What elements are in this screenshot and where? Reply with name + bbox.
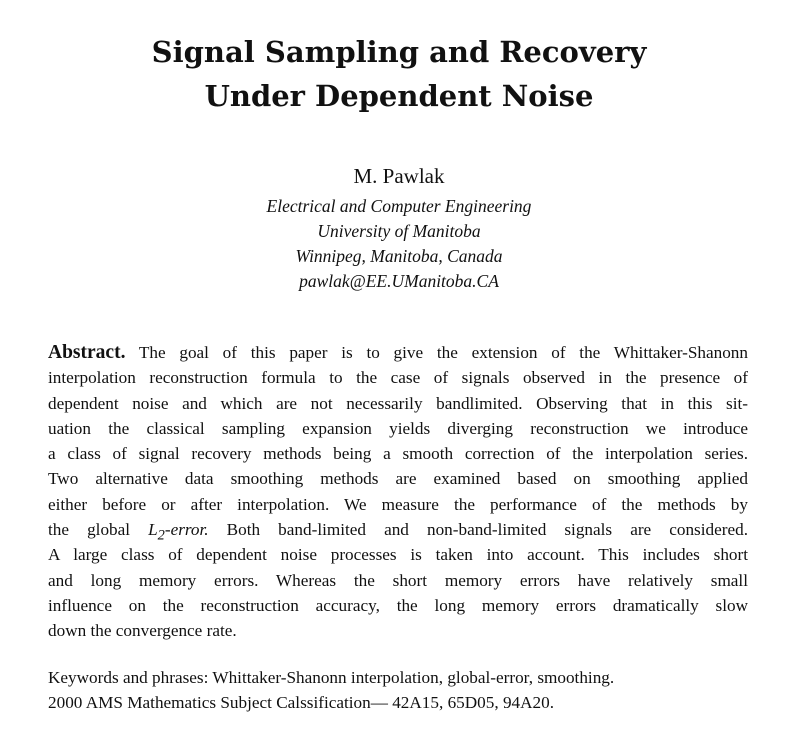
- abstract-line-3: dependent noise and which are not necessarily bandlimited. Observing that in this sit-: [48, 393, 748, 413]
- abstract: [48, 340, 748, 644]
- abstract-line-1-text: The goal of this paper is to give the extension of the Whittaker-Shanonn: [125, 343, 748, 362]
- author-email: pawlak@EE.UManitoba.CA: [299, 271, 499, 291]
- l2-error-term: [148, 520, 209, 544]
- keywords-block: [48, 665, 758, 716]
- title-line-1: Signal Sampling and Recovery: [151, 35, 647, 69]
- abstract-line-5: a class of signal recovery methods being a smooth correction of the interpolation series.: [48, 444, 748, 464]
- abstract-line-2: interpolation reconstruction formula to the case of signals observed in the presence of: [48, 368, 748, 388]
- abstract-line-7: either before or after interpolation. We measure the performance of the methods by: [48, 494, 748, 514]
- l2-symbol: L: [148, 520, 158, 540]
- abstract-line-11: influence on the reconstruction accuracy, the long memory errors dramatically slow: [48, 595, 748, 615]
- paper-title: [0, 30, 798, 118]
- affiliation-location: Winnipeg, Manitoba, Canada: [295, 246, 503, 266]
- abstract-line-4: uation the classical sampling expansion yields diverging reconstruction we introduce: [48, 418, 748, 438]
- abstract-line-1: [48, 340, 748, 365]
- author-name: M. Pawlak: [353, 164, 445, 188]
- abstract-heading: Abstract.: [48, 342, 126, 363]
- abstract-line-10: and long memory errors. Whereas the short memory errors have relatively small: [48, 570, 748, 590]
- title-line-2: Under Dependent Noise: [204, 79, 594, 113]
- abstract-line-6: Two alternative data smoothing methods are examined based on smoothing applied: [48, 469, 748, 489]
- affiliation-department: Electrical and Computer Engineering: [266, 196, 532, 216]
- abstract-line-8: [48, 517, 748, 542]
- affiliation-university: University of Manitoba: [317, 221, 481, 241]
- abstract-line-8-rest: Both band-limited and non-band-limited signals are considered.: [208, 520, 748, 540]
- l2-suffix: -error.: [164, 520, 209, 540]
- abstract-line-12: down the convergence rate.: [48, 621, 237, 641]
- abstract-line-8-start: the global: [48, 520, 131, 540]
- author-affiliation: [0, 194, 798, 294]
- l2-subscript: 2: [157, 527, 165, 544]
- keywords-line: Keywords and phrases: Whittaker-Shanonn interpolation, global-error, smoothing.: [48, 668, 615, 687]
- abstract-line-9: A large class of dependent noise processes is taken into account. This includes short: [48, 545, 748, 565]
- ams-classification-line: 2000 AMS Mathematics Subject Calssification— 42A15, 65D05, 94A20.: [48, 693, 555, 713]
